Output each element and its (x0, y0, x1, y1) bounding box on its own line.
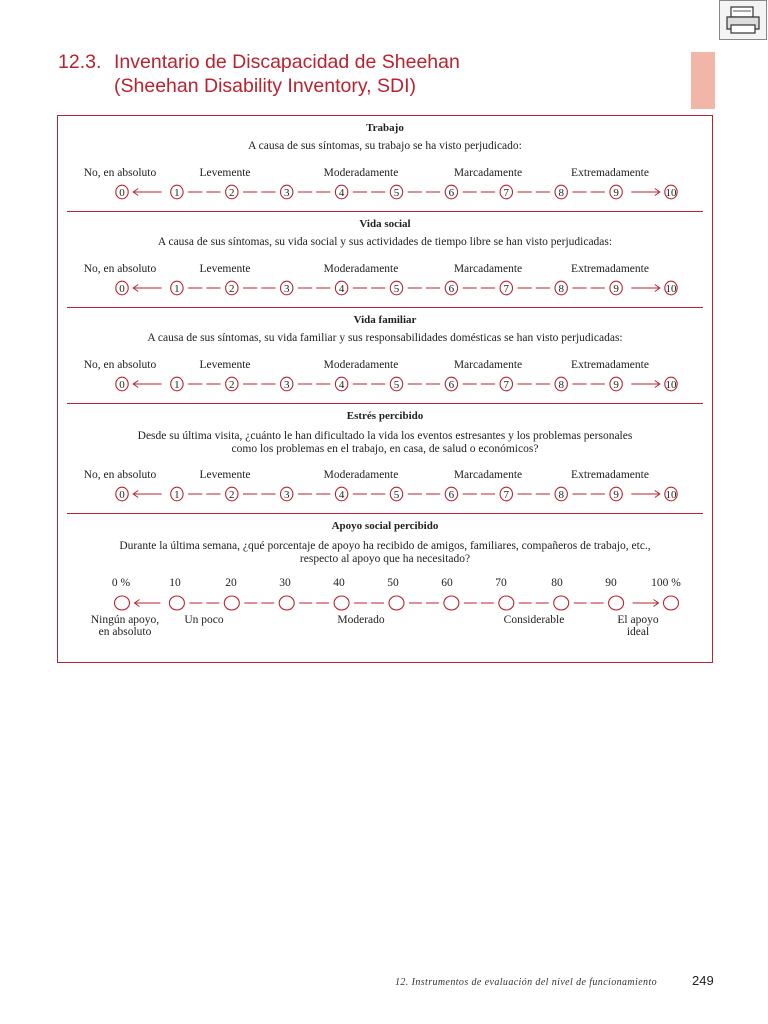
scale-option-number: 2 (229, 379, 235, 391)
chapter-tab (691, 52, 715, 109)
questionnaire-frame (57, 115, 713, 663)
anchor-label: Marcadamente (453, 263, 523, 275)
printer-icon[interactable] (719, 0, 767, 40)
section-question-line-2: respecto al apoyo que ha necesitado? (299, 553, 471, 565)
anchor-label: Marcadamente (453, 167, 523, 179)
scale-option-number: 2 (229, 187, 235, 199)
scale-option-number: 7 (503, 187, 510, 199)
scale-option-number: 10 (665, 283, 677, 295)
support-anchor (337, 614, 384, 626)
percent-label: 20 (225, 577, 237, 589)
anchor-label: Moderadamente (323, 469, 399, 481)
section-estres-percibido (67, 404, 703, 514)
anchor-label: Moderadamente (323, 359, 399, 371)
anchor-labels (67, 167, 703, 181)
anchor-label: Levemente (199, 469, 251, 481)
scale-option-number: 1 (174, 187, 180, 199)
scale-option-circle[interactable] (334, 596, 349, 610)
page-number: 249 (692, 973, 714, 988)
scale-option-number: 1 (174, 379, 180, 391)
support-anchor (184, 614, 223, 626)
title-line-2: (Sheehan Disability Inventory, SDI) (114, 75, 417, 97)
support-anchor-line-1: Considerable (503, 614, 565, 626)
scale-option-number: 6 (448, 283, 455, 295)
scale-option-number: 9 (613, 283, 619, 295)
scale-option-number: 0 (119, 379, 125, 391)
support-anchor (91, 614, 159, 638)
scale-option-circle[interactable] (169, 596, 184, 610)
support-anchor (504, 614, 565, 626)
anchor-label: Extremadamente (571, 167, 649, 179)
section-number: 12.3. (58, 51, 102, 73)
scale-option-number: 8 (558, 283, 564, 295)
support-scale[interactable] (67, 594, 703, 612)
scale-option-number: 1 (174, 283, 180, 295)
scale-option-number: 3 (283, 187, 290, 199)
scale-option-number: 7 (503, 489, 510, 501)
scale-option-number: 10 (665, 187, 677, 199)
scale-option-number: 6 (448, 379, 455, 391)
anchor-label: No, en absoluto (83, 167, 157, 179)
rating-scale[interactable] (67, 485, 703, 503)
anchor-labels (67, 263, 703, 277)
section-question: A causa de sus síntomas, su trabajo se ha visto perjudicado: (248, 140, 522, 152)
anchor-label: Levemente (199, 263, 251, 275)
support-anchor-line-1: Ningún apoyo, (90, 614, 160, 626)
scale-option-circle[interactable] (279, 596, 294, 610)
section-vida-social (67, 212, 703, 308)
scale-option-number: 3 (283, 283, 290, 295)
scale-option-number: 8 (558, 187, 564, 199)
percent-label: 60 (441, 577, 453, 589)
scale-option-number: 6 (448, 187, 455, 199)
anchor-labels (67, 359, 703, 373)
section-title: Vida familiar (353, 314, 417, 326)
anchor-label: Extremadamente (571, 263, 649, 275)
scale-option-circle[interactable] (444, 596, 459, 610)
scale-option-number: 5 (393, 489, 400, 501)
support-anchor-line-2: ideal (626, 626, 650, 638)
anchor-labels (67, 469, 703, 483)
rating-scale[interactable] (67, 279, 703, 297)
section-title: Vida social (359, 218, 411, 230)
scale-option-number: 5 (393, 283, 400, 295)
scale-option-number: 4 (338, 283, 345, 295)
anchor-label: No, en absoluto (83, 263, 157, 275)
scale-option-number: 0 (119, 187, 125, 199)
section-title: Estrés percibido (346, 410, 424, 422)
support-anchor-line-2: en absoluto (98, 626, 152, 638)
percent-label: 70 (495, 577, 507, 589)
scale-option-number: 2 (229, 489, 235, 501)
scale-option-number: 9 (613, 187, 619, 199)
footer-chapter: 12. Instrumentos de evaluación del nivel de funcionamiento (395, 977, 658, 988)
section-vida-familiar (67, 308, 703, 404)
percent-label: 0 % (111, 577, 131, 589)
rating-scale[interactable] (67, 375, 703, 393)
percent-labels (67, 577, 703, 591)
section-apoyo-social (67, 514, 703, 662)
scale-option-number: 5 (393, 187, 400, 199)
percent-label: 100 % (651, 577, 681, 589)
scale-option-number: 4 (338, 187, 345, 199)
percent-label: 30 (279, 577, 291, 589)
percent-label: 10 (169, 577, 181, 589)
scale-option-number: 9 (613, 379, 619, 391)
anchor-label: Extremadamente (571, 469, 649, 481)
scale-option-number: 7 (503, 379, 510, 391)
scale-option-number: 10 (665, 489, 677, 501)
scale-option-number: 0 (119, 489, 125, 501)
anchor-label: Marcadamente (453, 469, 523, 481)
anchor-label: Marcadamente (453, 359, 523, 371)
support-anchor-labels (67, 614, 703, 644)
scale-option-circle[interactable] (609, 596, 624, 610)
anchor-label: Levemente (199, 359, 251, 371)
scale-option-number: 0 (119, 283, 125, 295)
anchor-label: No, en absoluto (83, 359, 157, 371)
scale-option-number: 6 (448, 489, 455, 501)
scale-option-number: 5 (393, 379, 400, 391)
support-anchor-line-1: El apoyo (617, 614, 659, 626)
scale-option-number: 7 (503, 283, 510, 295)
percent-label: 40 (333, 577, 345, 589)
scale-option-number: 1 (174, 489, 180, 501)
percent-label: 50 (387, 577, 399, 589)
scale-option-number: 9 (613, 489, 619, 501)
scale-option-number: 4 (338, 489, 345, 501)
scale-option-number: 10 (665, 379, 677, 391)
page-title (58, 50, 460, 98)
anchor-label: Levemente (199, 167, 251, 179)
scale-option-circle[interactable] (664, 596, 679, 610)
anchor-label: Moderadamente (323, 167, 399, 179)
anchor-label: No, en absoluto (83, 469, 157, 481)
support-anchor (617, 614, 658, 638)
scale-option-circle[interactable] (499, 596, 514, 610)
scale-option-number: 3 (283, 489, 290, 501)
section-question-line-1: Durante la última semana, ¿qué porcentaje de apoyo ha recibido de amigos, familiares, compañeros de trabajo, etc., (119, 540, 651, 552)
anchor-label: Extremadamente (571, 359, 649, 371)
scale-option-number: 4 (338, 379, 345, 391)
scale-option-number: 3 (283, 379, 290, 391)
section-title: Apoyo social percibido (331, 520, 439, 532)
scale-option-circle[interactable] (115, 596, 130, 610)
scale-option-number: 8 (558, 379, 564, 391)
support-anchor-line-1: Un poco (184, 614, 224, 626)
section-question: A causa de sus síntomas, su vida familiar y sus responsabilidades domésticas se han visto perjudicadas: (147, 332, 623, 344)
section-question: A causa de sus síntomas, su vida social y sus actividades de tiempo libre se han visto perjudicadas: (157, 236, 613, 248)
section-title: Trabajo (366, 122, 404, 134)
rating-scale[interactable] (67, 183, 703, 201)
scale-option-number: 2 (229, 283, 235, 295)
scale-option-circle[interactable] (554, 596, 569, 610)
title-line-1: Inventario de Discapacidad de Sheehan (114, 51, 460, 73)
section-question-line-2: como los problemas en el trabajo, en casa, de salud o económicos? (231, 443, 539, 455)
scale-option-circle[interactable] (389, 596, 404, 610)
scale-option-number: 8 (558, 489, 564, 501)
section-trabajo (67, 116, 703, 212)
percent-label: 90 (605, 577, 617, 589)
support-anchor-line-1: Moderado (337, 614, 385, 626)
percent-label: 80 (551, 577, 563, 589)
anchor-label: Moderadamente (323, 263, 399, 275)
scale-option-circle[interactable] (224, 596, 239, 610)
section-question-line-1: Desde su última visita, ¿cuánto le han dificultado la vida los eventos estresantes y los problemas personales (137, 430, 633, 442)
